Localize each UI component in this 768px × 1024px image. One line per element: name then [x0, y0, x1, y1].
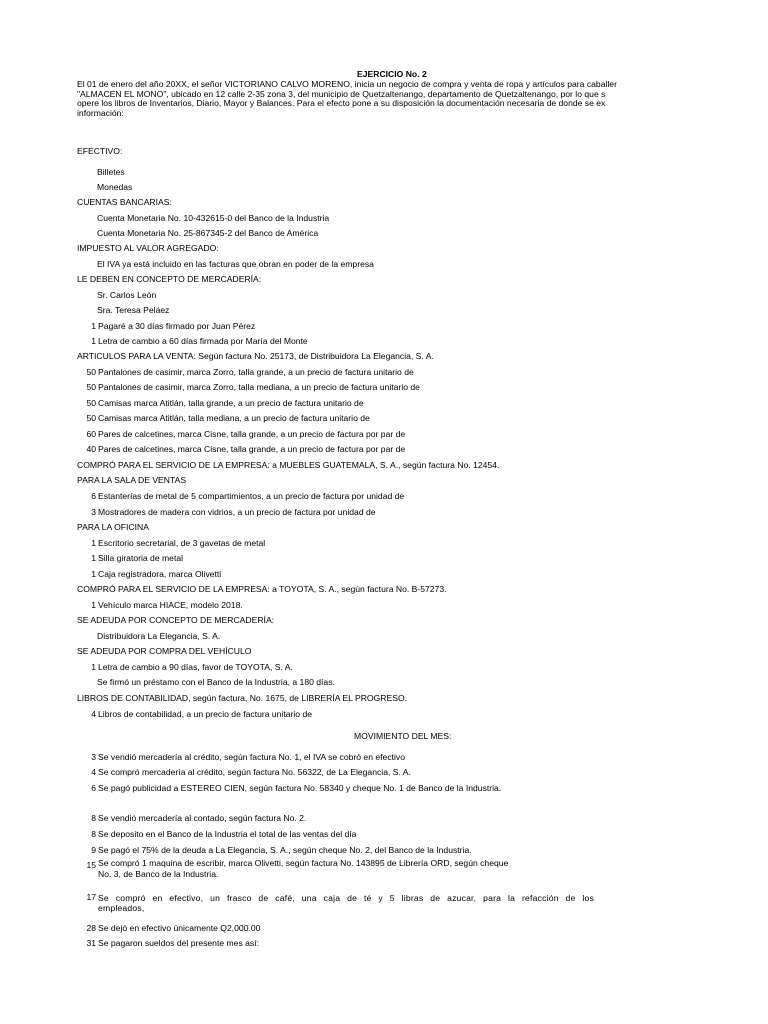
mov-text: Se compró en efectivo, un frasco de café, una caja de té y 5 libras de azucar, para la refacción de los empleados, [98, 893, 594, 913]
item-articulo: Pantalones de casimir, marca Zorro, talla grande, a un precio de factura unitario de [98, 367, 414, 377]
mov-text: Se vendió mercadería al crédito, según factura No. 1, el IVA se cobró en efectivo [98, 752, 405, 762]
section-cuentas-bancarias: CUENTAS BANCARIAS: [77, 197, 172, 207]
mov-text [98, 858, 508, 880]
item-articulo: Camisas marca Atitlán, talla mediana, a un precio de factura unitario de [98, 413, 370, 423]
section-sala-ventas: PARA LA SALA DE VENTAS [77, 475, 187, 485]
section-compro-muebles: COMPRÓ PARA EL SERVICIO DE LA EMPRESA: a MUEBLES GUATEMALA, S. A., según factura No. 12454. [77, 460, 500, 470]
mov-text-line: No. 3, de Banco de la Industria. [98, 869, 219, 879]
item-deudor-2: Sra. Teresa Peláez [97, 305, 170, 315]
mov-text: Se pagó publicidad a ESTEREO CIEN, según factura No. 58340 y cheque No. 1 de Banco de la Industria. [98, 783, 502, 793]
qty-vehiculo: 1 [91, 600, 96, 610]
qty-letra-90: 1 [91, 662, 96, 672]
item-pagare: Pagaré a 30 días firmado por Juan Pérez [98, 321, 256, 331]
section-adeuda-vehiculo: SE ADEUDA POR COMPRA DEL VEHÍCULO [77, 646, 252, 656]
item-vehiculo: Vehículo marca HIACE, modelo 2018. [98, 600, 243, 610]
qty-letra: 1 [91, 336, 96, 346]
qty-articulo: 50 [86, 382, 96, 392]
qty-sala: 6 [91, 491, 96, 501]
item-monedas: Monedas [97, 182, 133, 192]
section-adeuda-mercaderia: SE ADEUDA POR CONCEPTO DE MERCADERÍA: [77, 615, 275, 625]
qty-sala: 3 [91, 507, 96, 517]
item-cuenta-2: Cuenta Monetaria No. 25-867345-2 del Banco de América [97, 228, 319, 238]
qty-oficina: 1 [91, 569, 96, 579]
qty-articulo: 50 [86, 367, 96, 377]
item-sala: Estanterías de metal de 5 compartimientos, a un precio de factura por unidad de [98, 491, 405, 501]
intro-line: información: [77, 107, 124, 118]
item-articulo: Pares de calcetines, marca Cisne, talla grande, a un precio de factura por par de [98, 429, 406, 439]
item-oficina: Escritorio secretarial, de 3 gavetas de metal [98, 538, 266, 548]
section-movimiento: MOVIMIENTO DEL MES: [354, 731, 452, 741]
item-cuenta-1: Cuenta Monetaria No. 10-432615-0 del Banco de la Industria [97, 213, 330, 223]
mov-text: Se pagaron sueldos del presente mes así: [98, 938, 259, 948]
mov-day: 9 [91, 845, 96, 855]
item-libros: Libros de contabilidad, a un precio de factura unitario de [98, 709, 313, 719]
mov-day: 6 [91, 783, 96, 793]
item-iva-text: El IVA ya está incluido en las facturas que obran en poder de la empresa [97, 259, 374, 269]
item-sala: Mostradores de madera con vidrios, a un precio de factura por unidad de [98, 507, 376, 517]
section-compro-toyota: COMPRÓ PARA EL SERVICIO DE LA EMPRESA: a TOYOTA, S. A., según factura No. B-57273. [77, 584, 447, 594]
qty-articulo: 50 [86, 413, 96, 423]
item-articulo: Pantalones de casimir, marca Zorro, talla mediana, a un precio de factura unitario de [98, 382, 420, 392]
intro-paragraph [77, 80, 768, 118]
item-deudor-1: Sr. Carlos León [97, 290, 157, 300]
mov-day: 15 [86, 860, 96, 870]
mov-day: 17 [86, 892, 96, 902]
qty-libros: 4 [91, 709, 96, 719]
item-prestamo: Se firmó un préstamo con el Banco de la Industria, a 180 días. [97, 677, 335, 687]
qty-oficina: 1 [91, 553, 96, 563]
section-articulos: ARTICULOS PARA LA VENTA: Según factura No. 25173, de Distribuidora La Elegancia, S. A. [77, 351, 434, 361]
section-le-deben: LE DEBEN EN CONCEPTO DE MERCADERÍA: [77, 274, 262, 284]
item-articulo: Camisas marca Atitlán, talla grande, a un precio de factura unitario de [98, 398, 364, 408]
mov-text: Se vendió mercadería al contado, según factura No. 2. [98, 813, 307, 823]
qty-oficina: 1 [91, 538, 96, 548]
item-letra: Letra de cambio a 60 días firmada por María del Monte [98, 336, 308, 346]
mov-day: 8 [91, 829, 96, 839]
mov-text: Se dejó en efectivo únicamente Q2,000.00 [98, 923, 261, 933]
mov-text: Se compró mercadería al crédito, según factura No. 56322, de La Elegancia, S. A. [98, 767, 411, 777]
qty-articulo: 40 [86, 444, 96, 454]
mov-day: 8 [91, 813, 96, 823]
qty-articulo: 50 [86, 398, 96, 408]
section-oficina: PARA LA OFICINA [77, 522, 149, 532]
item-billetes: Billetes [97, 167, 125, 177]
mov-text: Se deposito en el Banco de la Industria el total de las ventas del día [98, 829, 357, 839]
intro-line: El 01 de enero del año 20XX, el señor VICTORIANO CALVO MORENO, inicia un negocio de compra y venta de ropa y artículos para caballer [77, 80, 617, 89]
mov-day: 31 [86, 938, 96, 948]
mov-text: Se pagó el 75% de la deuda a La Elegancia, S. A., según cheque No. 2, del Banco de la Industria. [98, 845, 472, 855]
mov-text-line: Se compró 1 maquina de escribir, marca Olivetti, según factura No. 143895 de Librería ORD, según cheque [98, 858, 509, 868]
exercise-title: EJERCICIO No. 2 [357, 69, 427, 79]
item-oficina: Caja registradora, marca Olivetti [98, 569, 222, 579]
intro-line: "ALMACEN EL MONO", ubicado en 12 calle 2-35 zona 3, del municipio de Quetzaltenango, departamento de Quetzaltenango, por lo que s [77, 88, 606, 99]
section-libros: LIBROS DE CONTABILIDAD, según factura, No. 1675, de LIBRERÍA EL PROGRESO. [77, 693, 408, 703]
qty-pagare: 1 [91, 321, 96, 331]
item-oficina: Silla giratoria de metal [98, 553, 184, 563]
item-letra-90: Letra de cambio a 90 días, favor de TOYOTA, S. A. [98, 662, 293, 672]
item-distribuidora: Distribuidora La Elegancia, S. A. [97, 631, 221, 641]
qty-articulo: 60 [86, 429, 96, 439]
intro-line: opere los libros de Inventarios, Diario, Mayor y Balances. Para el efecto pone a su disposición la documentación necesaria de donde se ex [77, 98, 606, 108]
section-efectivo: EFECTIVO: [77, 146, 123, 156]
item-articulo: Pares de calcetines, marca Cisne, talla grande, a un precio de factura por par de [98, 444, 406, 454]
section-iva: IMPUESTO AL VALOR AGREGADO: [77, 243, 219, 253]
mov-day: 28 [86, 923, 96, 933]
mov-day: 3 [91, 752, 96, 762]
mov-day: 4 [91, 767, 96, 777]
